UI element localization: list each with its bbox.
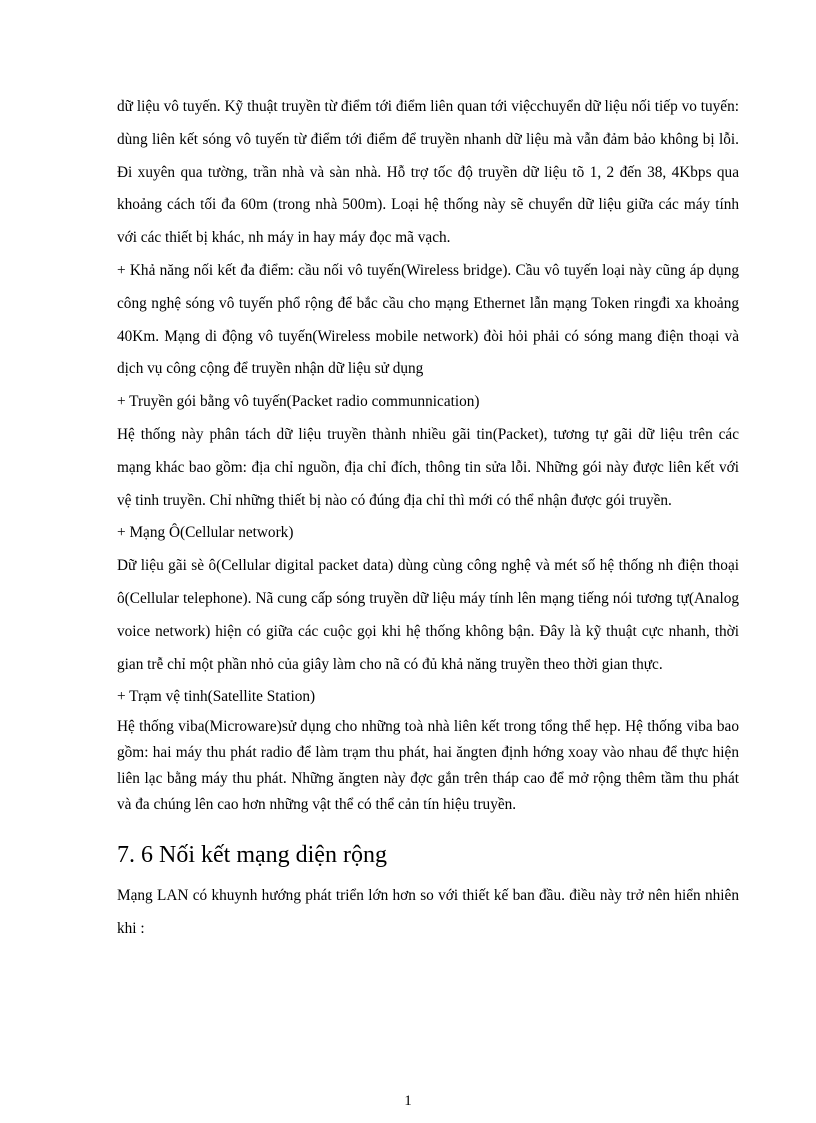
paragraph-satellite-title: + Trạm vệ tinh(Satellite Station) [117, 688, 316, 706]
page-number: 1 [404, 1093, 412, 1109]
paragraph-wan-intro: Mạng LAN có khuynh hướng phát triển lớn hơn so với thiết kế ban đầu. điều này trở nên hiển nhiên khi : [117, 887, 739, 937]
paragraph-packet-radio-body: Hệ thống này phân tách dữ liệu truyền thành nhiều gãi tin(Packet), tương tự gãi dữ liệu trên các mạng khác bao gồm: địa chỉ nguồn, địa chỉ đích, thông tin sửa lỗi. Những gói này được liên kết với vệ tinh truyền. Chỉ những thiết bị nào có đúng địa chỉ thì mới có thể nhận được gói truyền. [117, 425, 739, 509]
paragraph-cellular-title: + Mạng Ô(Cellular network) [117, 524, 294, 542]
paragraph-multipoint-bridge: + Khả năng nối kết đa điểm: cầu nối vô tuyến(Wireless bridge). Cầu vô tuyến loại này cũng áp dụng công nghệ sóng vô tuyến phổ rộng để bắc cầu cho mạng Ethernet lẫn mạng Token ringđi xa khoảng 40Km. Mạng di động vô tuyến(Wireless mobile network) đòi hỏi phải có sóng mang điện thoại và dịch vụ công cộng để truyền nhận dữ liệu sử dụng [117, 261, 739, 378]
paragraph-packet-radio-title: + Truyền gói bằng vô tuyến(Packet radio communnication) [117, 393, 480, 411]
paragraph-wireless-point-to-point: dữ liệu vô tuyến. Kỹ thuật truyền từ điểm tới điểm liên quan tới việcchuyển dữ liệu nối tiếp vo tuyến: dùng liên kết sóng vô tuyến từ điểm tới điểm để truyền nhanh dữ liệu mà vẫn đảm bảo không bị lỗi. Đi xuyên qua tường, trần nhà và sàn nhà. Hỗ trợ tốc độ truyền dữ liệu tõ 1, 2 đến 38, 4Kbps qua khoảng cách tối đa 60m (trong nhà 500m). Loại hệ thống này sẽ chuyển dữ liệu giữa các máy tính với các thiết bị khác, nh máy in hay máy đọc mã vạch. [117, 98, 739, 247]
page-content [117, 91, 739, 946]
paragraph-satellite-body: Hệ thống viba(Microware)sử dụng cho những toà nhà liên kết trong tổng thể hẹp. Hệ thống viba bao gồm: hai máy thu phát radio để làm trạm thu phát, hai ăngten định hớng xoay vào nhau để thực hiện liên lạc bằng máy thu phát. Những ăngten này đợc gắn trên tháp cao để mở rộng thêm tầm thu phát và đa chúng lên cao hơn những vật thể có thể cản tín hiệu truyền. [117, 718, 739, 814]
paragraph-cellular-body: Dữ liệu gãi sè ô(Cellular digital packet data) dùng cùng công nghệ và mét số hệ thống nh điện thoại ô(Cellular telephone). Nã cung cấp sóng truyền dữ liệu máy tính lên mạng tiếng nói tương tự(Analog voice network) hiện có giữa các cuộc gọi khi hệ thống không bận. Đây là kỹ thuật cực nhanh, thời gian trễ chỉ một phần nhỏ của giây làm cho nã có đủ khả năng truyền theo thời gian thực. [117, 557, 739, 673]
section-heading: 7. 6 Nối kết mạng diện rộng [117, 842, 387, 869]
